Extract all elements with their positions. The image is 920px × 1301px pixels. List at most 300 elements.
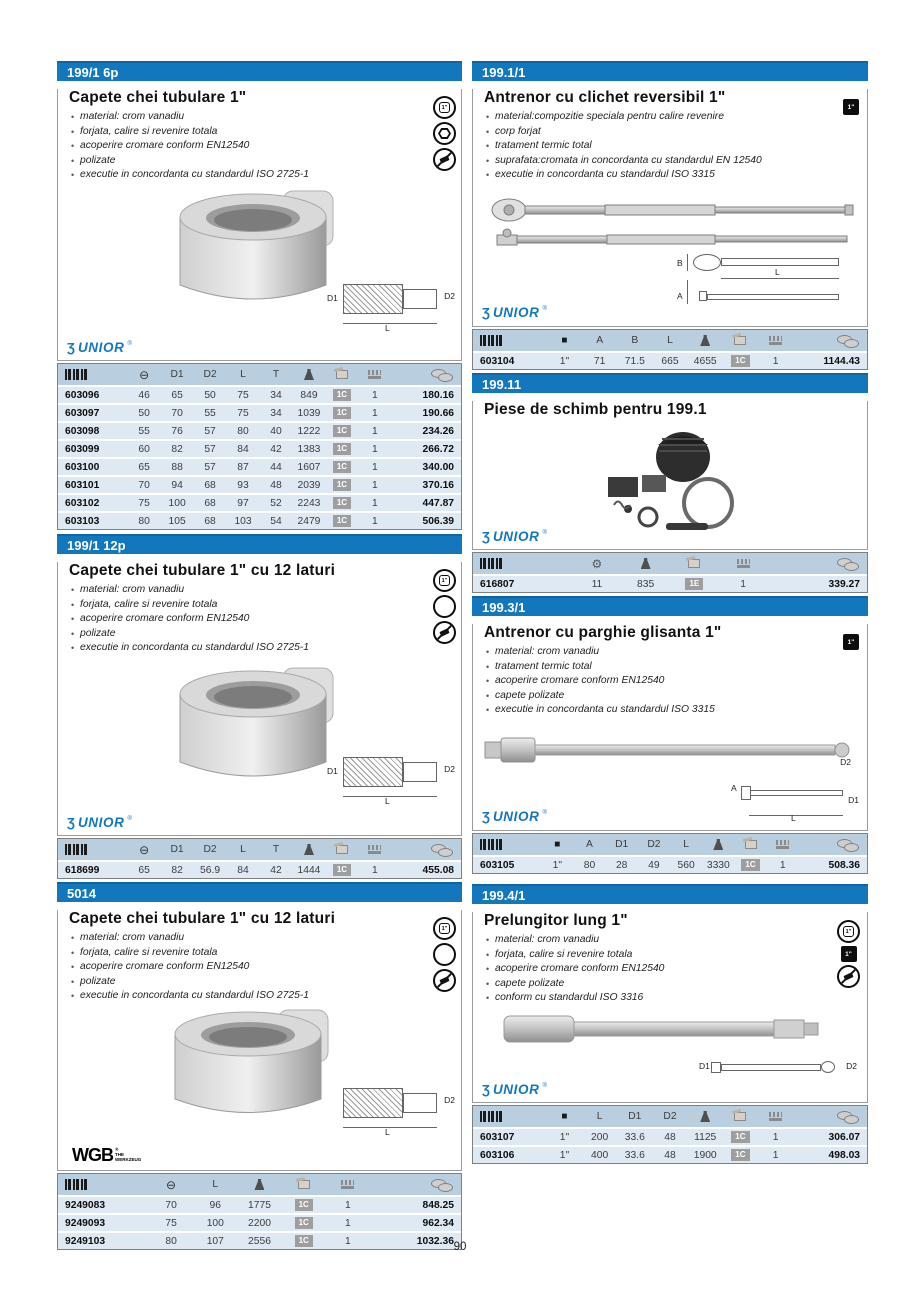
technical-drawing xyxy=(731,758,859,822)
table-cell: 1" xyxy=(552,859,562,871)
section-header: 199.11 xyxy=(472,373,868,393)
table-cell: 42 xyxy=(270,443,282,455)
dimension-label: D1 xyxy=(327,766,338,776)
table-cell: 55 xyxy=(204,407,216,419)
package-column-header xyxy=(325,370,358,379)
pallet-column-header xyxy=(358,370,391,379)
spec-icons xyxy=(843,99,859,115)
weight-icon xyxy=(254,1179,264,1190)
price-column-header xyxy=(793,1110,867,1124)
inner-square-drive: 1" xyxy=(439,102,450,113)
no-impact-icon xyxy=(433,621,456,644)
table-cell: 603106 xyxy=(480,1149,515,1161)
package-column-header xyxy=(282,1180,326,1189)
pallet-icon xyxy=(368,370,381,379)
bullet-item: • material: crom vanadiu xyxy=(486,933,816,948)
product-section-199-1-12p xyxy=(57,534,462,879)
square-icon: ■ xyxy=(554,839,561,850)
pallet-column-header xyxy=(758,1112,793,1121)
table-cell: 80 xyxy=(165,1235,177,1247)
table-cell: 34 xyxy=(270,407,282,419)
table-cell: 306.07 xyxy=(828,1131,861,1143)
size-column-header xyxy=(128,368,161,382)
square-column-header xyxy=(547,335,582,346)
table-cell: 1 xyxy=(345,1217,351,1229)
drive-1in-circle-icon xyxy=(433,96,456,119)
table-cell: 603097 xyxy=(65,407,100,419)
bullet-item: • material: crom vanadiu xyxy=(71,583,401,598)
table-cell: 1 xyxy=(372,443,378,455)
unior-logo xyxy=(482,809,547,824)
barcode-column-header xyxy=(58,369,128,380)
table-cell: 54 xyxy=(270,515,282,527)
product-photo-socket xyxy=(153,1004,343,1134)
table-row xyxy=(58,860,461,878)
bullet-item: • capete polizate xyxy=(486,689,816,704)
table-cell xyxy=(723,1131,758,1143)
bullet-item: • acoperire cromare conform EN12540 xyxy=(71,612,401,627)
dimension-label: B xyxy=(677,258,683,268)
barcode-icon xyxy=(480,335,504,346)
barcode-column-header xyxy=(473,335,547,346)
bullet-item: • material:compozitie speciala pentru calire revenire xyxy=(486,110,816,125)
bullet-item: • capete polizate xyxy=(486,977,816,992)
table-cell: 11 xyxy=(591,578,603,590)
registered-mark: ® xyxy=(542,306,547,312)
table-cell: 498.03 xyxy=(828,1149,861,1161)
column-header: L xyxy=(240,369,246,380)
table-cell: 1 xyxy=(345,1199,351,1211)
technical-drawing xyxy=(327,276,455,332)
section-header: 199.3/1 xyxy=(472,596,868,616)
unior-symbol: Ʒ xyxy=(482,809,490,824)
section-header: 199.4/1 xyxy=(472,884,868,904)
package-badge: 1C xyxy=(333,425,351,437)
table-cell: 80 xyxy=(237,425,249,437)
size-column-header xyxy=(128,843,161,857)
table-row xyxy=(58,493,461,511)
table-cell: 618699 xyxy=(65,864,100,876)
table-cell xyxy=(723,355,758,367)
product-box xyxy=(472,89,868,327)
wgb-werkzeug: WERKZEUG xyxy=(115,1157,142,1162)
table-cell: 70 xyxy=(138,479,150,491)
table-cell: 2243 xyxy=(297,497,321,509)
table-cell: 80 xyxy=(138,515,150,527)
table-cell: 94 xyxy=(171,479,183,491)
table-cell: 1 xyxy=(772,1131,779,1143)
weight-icon xyxy=(641,558,651,569)
table-cell: 65 xyxy=(138,461,150,473)
weight-column-header xyxy=(688,1111,723,1122)
square-column-header xyxy=(547,1111,582,1122)
dimension-label: L xyxy=(385,322,390,333)
bullet-item: • executie in concordanta cu standardul ISO 3315 xyxy=(486,703,816,718)
section-header: 199/1 6p xyxy=(57,61,462,81)
table-cell: 1 xyxy=(372,461,378,473)
price-icon xyxy=(430,1178,454,1192)
product-section-199-1-1 xyxy=(472,61,868,370)
product-box xyxy=(57,562,462,836)
table-cell: 1 xyxy=(772,355,779,367)
table-cell: 1383 xyxy=(297,443,321,455)
column-header: D1 xyxy=(170,844,184,855)
bullet-item: • forjata, calire si revenire totala xyxy=(71,598,401,613)
price-icon xyxy=(836,838,860,852)
table-cell: 603105 xyxy=(480,859,515,871)
table-cell: 75 xyxy=(165,1217,177,1229)
weight-column-header xyxy=(237,1179,281,1190)
package-badge: 1C xyxy=(333,407,351,419)
price-column-header xyxy=(799,838,867,852)
table-cell: 848.25 xyxy=(422,1199,454,1211)
table-cell: 455.08 xyxy=(422,864,455,876)
weight-icon xyxy=(713,839,723,850)
table-cell: 65 xyxy=(171,389,183,401)
package-badge: 1E xyxy=(685,578,703,590)
bullet-item: • material: crom vanadiu xyxy=(71,931,401,946)
bullet-item: • corp forjat xyxy=(486,125,816,140)
bullet-item: • acoperire cromare conform EN12540 xyxy=(71,139,401,154)
table-cell: 1032.36 xyxy=(416,1235,454,1247)
product-table xyxy=(472,833,868,874)
wgb-the: THE xyxy=(115,1152,124,1157)
table-cell: 603099 xyxy=(65,443,100,455)
drive-1in-circle-icon xyxy=(433,917,456,940)
feature-list xyxy=(71,931,401,1004)
page-number: 90 xyxy=(453,1241,467,1253)
ring-icon xyxy=(433,595,456,618)
package-icon xyxy=(298,1180,310,1189)
table-header-row xyxy=(473,553,867,574)
unior-logo xyxy=(67,815,132,830)
wgb-subtext xyxy=(115,1147,141,1162)
drive-1in-square-icon: 1" xyxy=(841,946,857,962)
spec-icons xyxy=(433,917,456,992)
table-cell: 603100 xyxy=(65,461,100,473)
table-cell: 1 xyxy=(372,497,378,509)
bullet-item: • material: crom vanadiu xyxy=(71,110,401,125)
package-column-header xyxy=(670,559,719,568)
table-cell: 1144.43 xyxy=(823,355,861,367)
table-row xyxy=(58,439,461,457)
product-title: Capete chei tubulare 1" cu 12 laturi xyxy=(69,910,336,927)
dimension-label: L xyxy=(385,1126,390,1137)
package-column-header xyxy=(723,1112,758,1121)
bullet-item: • executie in concordanta cu standardul ISO 2725-1 xyxy=(71,641,401,656)
barcode-icon xyxy=(65,369,89,380)
table-cell: 665 xyxy=(661,355,679,367)
table-cell: 1775 xyxy=(248,1199,271,1211)
bullet-item: • polizate xyxy=(71,154,401,169)
table-cell: 70 xyxy=(165,1199,177,1211)
package-badge: 1C xyxy=(333,864,351,876)
package-badge: 1C xyxy=(731,1149,749,1161)
unior-symbol: Ʒ xyxy=(67,815,75,830)
weight-column-header xyxy=(621,558,670,569)
table-cell: 56.9 xyxy=(200,864,221,876)
table-cell xyxy=(325,407,358,419)
bullet-item: • polizate xyxy=(71,627,401,642)
package-badge: 1C xyxy=(295,1199,313,1211)
table-cell: 48 xyxy=(270,479,282,491)
package-icon xyxy=(688,559,700,568)
dimension-label: A xyxy=(731,783,737,793)
weight-icon xyxy=(700,335,710,346)
unior-logo xyxy=(482,1082,547,1097)
table-cell: 1607 xyxy=(297,461,321,473)
table-cell: 603096 xyxy=(65,389,100,401)
table-cell xyxy=(325,389,358,401)
barcode-column-header xyxy=(58,844,128,855)
bullet-item: • executie in concordanta cu standardul ISO 2725-1 xyxy=(71,168,401,183)
package-column-header xyxy=(723,336,758,345)
table-cell: 75 xyxy=(237,407,249,419)
column-header: L xyxy=(667,335,673,346)
no-impact-icon xyxy=(433,969,456,992)
product-section-199-3-1 xyxy=(472,596,868,874)
table-cell: 84 xyxy=(237,864,249,876)
column-header: L xyxy=(683,839,689,850)
table-cell: 103 xyxy=(234,515,252,527)
product-photo-spare-parts xyxy=(588,425,763,540)
size-icon: ⊖ xyxy=(139,367,150,382)
table-row xyxy=(473,574,867,592)
weight-column-header xyxy=(702,839,734,850)
package-badge: 1C xyxy=(731,355,749,367)
hexagon-shape xyxy=(438,128,451,139)
table-row xyxy=(473,1145,867,1163)
weight-icon xyxy=(700,1111,710,1122)
weight-icon xyxy=(304,844,314,855)
table-cell: 2479 xyxy=(297,515,321,527)
package-icon xyxy=(336,370,348,379)
weight-icon xyxy=(304,369,314,380)
table-cell: 1 xyxy=(772,1149,779,1161)
table-cell: 1 xyxy=(740,578,746,590)
table-cell: 28 xyxy=(615,859,628,871)
table-cell xyxy=(325,479,358,491)
table-cell: 835 xyxy=(637,578,655,590)
table-header-row xyxy=(58,364,461,385)
table-cell: 1444 xyxy=(297,864,321,876)
table-cell: 68 xyxy=(204,479,216,491)
pallet-icon xyxy=(737,559,750,568)
bullet-item: • tratament termic total xyxy=(486,660,816,675)
wgb-text: WGB xyxy=(72,1145,113,1165)
price-column-header xyxy=(370,1178,461,1192)
size-icon: ⊖ xyxy=(139,842,150,857)
square-column-header xyxy=(541,839,573,850)
technical-drawing xyxy=(327,1080,455,1136)
feature-list xyxy=(71,583,401,656)
barcode-icon xyxy=(65,844,89,855)
table-cell: 447.87 xyxy=(422,497,455,509)
bullet-item: • executie in concordanta cu standardul ISO 3315 xyxy=(486,168,816,183)
feature-list xyxy=(486,110,816,183)
unior-logo xyxy=(482,305,547,320)
table-row xyxy=(58,457,461,475)
table-cell: 1" xyxy=(559,1149,570,1161)
table-cell: 65 xyxy=(138,864,150,876)
spec-icons xyxy=(433,569,456,644)
pallet-icon xyxy=(769,1112,782,1121)
table-cell: 616807 xyxy=(480,578,515,590)
pallet-column-header xyxy=(326,1180,370,1189)
ring-icon xyxy=(433,943,456,966)
unior-wordmark: UNIOR xyxy=(492,529,540,544)
size-column-header xyxy=(149,1178,193,1192)
column-header: D2 xyxy=(203,369,217,380)
table-cell: 1 xyxy=(372,515,378,527)
pallet-column-header xyxy=(758,336,793,345)
table-cell: 82 xyxy=(171,443,183,455)
table-cell: 603103 xyxy=(65,515,100,527)
package-badge: 1C xyxy=(333,515,351,527)
table-cell xyxy=(325,515,358,527)
weight-column-header xyxy=(292,844,325,855)
product-table xyxy=(57,1173,462,1250)
table-cell: 2039 xyxy=(297,479,321,491)
technical-drawing xyxy=(327,749,455,805)
table-cell xyxy=(734,859,766,871)
table-row xyxy=(473,351,867,369)
column-header: D2 xyxy=(647,839,661,850)
table-cell: 97 xyxy=(237,497,249,509)
technical-drawing xyxy=(699,1054,857,1080)
spec-icons xyxy=(433,96,456,171)
table-cell: 370.16 xyxy=(422,479,455,491)
table-cell: 75 xyxy=(138,497,150,509)
table-cell: 87 xyxy=(237,461,249,473)
table-cell: 3330 xyxy=(706,859,730,871)
table-cell: 603101 xyxy=(65,479,100,491)
table-cell: 71 xyxy=(593,355,606,367)
pallet-column-header xyxy=(767,840,799,849)
unior-wordmark: UNIOR xyxy=(492,305,540,320)
table-cell: 560 xyxy=(677,859,695,871)
weight-column-header xyxy=(292,369,325,380)
wgb-registered: ® xyxy=(115,1147,119,1152)
column-header: T xyxy=(272,844,280,855)
table-header-row xyxy=(473,330,867,351)
product-table xyxy=(57,838,462,879)
package-badge: 1C xyxy=(741,859,759,871)
section-header: 199/1 12p xyxy=(57,534,462,554)
table-row xyxy=(473,855,867,873)
product-photo-socket xyxy=(158,662,348,802)
table-cell: 52 xyxy=(270,497,282,509)
column-header: T xyxy=(272,369,280,380)
unior-wordmark: UNIOR xyxy=(492,1082,540,1097)
bullet-item: • material: crom vanadiu xyxy=(486,645,816,660)
technical-drawing xyxy=(677,250,849,316)
column-header: D2 xyxy=(203,844,217,855)
wgb-logo xyxy=(72,1145,142,1165)
table-cell: 71.5 xyxy=(624,355,645,367)
inner-square-drive: 1" xyxy=(843,926,854,937)
price-column-header xyxy=(767,557,867,571)
product-section-199-11 xyxy=(472,373,868,593)
table-cell: 9249083 xyxy=(65,1199,106,1211)
unior-symbol: Ʒ xyxy=(482,1082,490,1097)
spec-icons xyxy=(843,634,859,650)
package-icon xyxy=(734,336,746,345)
table-cell: 50 xyxy=(204,389,216,401)
barcode-icon xyxy=(65,1179,89,1190)
table-row xyxy=(58,403,461,421)
price-icon xyxy=(430,843,454,857)
product-table xyxy=(57,363,462,530)
no-impact-icon xyxy=(837,965,860,988)
table-cell: 2556 xyxy=(248,1235,271,1247)
unior-wordmark: UNIOR xyxy=(77,340,125,355)
table-cell: 84 xyxy=(237,443,249,455)
package-badge: 1C xyxy=(333,497,351,509)
table-cell: 107 xyxy=(206,1235,224,1247)
column-header: A xyxy=(596,335,604,346)
product-table xyxy=(472,1105,868,1164)
table-cell: 849 xyxy=(300,389,318,401)
table-cell: 400 xyxy=(591,1149,609,1161)
bullet-item: • executie in concordanta cu standardul ISO 2725-1 xyxy=(71,989,401,1004)
table-cell: 234.26 xyxy=(422,425,455,437)
product-photo-extension xyxy=(498,1004,838,1058)
dimension-label: D1 xyxy=(848,795,859,805)
pallet-icon xyxy=(368,845,381,854)
registered-mark: ® xyxy=(127,341,132,347)
parts-column-header xyxy=(573,557,622,571)
table-cell xyxy=(325,864,358,876)
table-cell: 46 xyxy=(138,389,150,401)
price-icon xyxy=(836,557,860,571)
column-header: L xyxy=(240,844,246,855)
table-cell: 1125 xyxy=(694,1131,717,1143)
table-cell: 180.16 xyxy=(422,389,455,401)
pallet-icon xyxy=(769,336,782,345)
table-cell: 603107 xyxy=(480,1131,515,1143)
column-header: L xyxy=(212,1179,219,1190)
table-cell: 33.6 xyxy=(624,1149,645,1161)
dimension-label: D2 xyxy=(444,1095,455,1105)
product-title: Capete chei tubulare 1" cu 12 laturi xyxy=(69,562,336,579)
bullet-item: • suprafata:cromata in concordanta cu standardul EN 12540 xyxy=(486,154,816,169)
table-cell: 1900 xyxy=(693,1149,717,1161)
column-header: D1 xyxy=(628,1111,642,1122)
barcode-icon xyxy=(480,1111,504,1122)
table-cell: 57 xyxy=(204,461,216,473)
table-cell: 603102 xyxy=(65,497,100,509)
package-badge: 1C xyxy=(731,1131,749,1143)
table-cell: 105 xyxy=(168,515,186,527)
table-row xyxy=(58,1195,461,1213)
package-badge: 1C xyxy=(333,461,351,473)
unior-symbol: Ʒ xyxy=(67,340,75,355)
dimension-label: A xyxy=(677,291,683,301)
table-cell: 57 xyxy=(204,443,216,455)
bullet-item: • forjata, calire si revenire totala xyxy=(486,948,816,963)
bullet-item: • acoperire cromare conform EN12540 xyxy=(71,960,401,975)
table-cell: 4655 xyxy=(693,355,717,367)
package-icon xyxy=(734,1112,746,1121)
drive-1in-circle-icon xyxy=(837,920,860,943)
product-table xyxy=(472,329,868,370)
table-cell: 1 xyxy=(372,864,378,876)
product-box xyxy=(472,912,868,1103)
dimension-label: L xyxy=(385,795,390,806)
drive-1in-square-icon: 1" xyxy=(843,634,859,650)
table-cell xyxy=(282,1199,326,1211)
